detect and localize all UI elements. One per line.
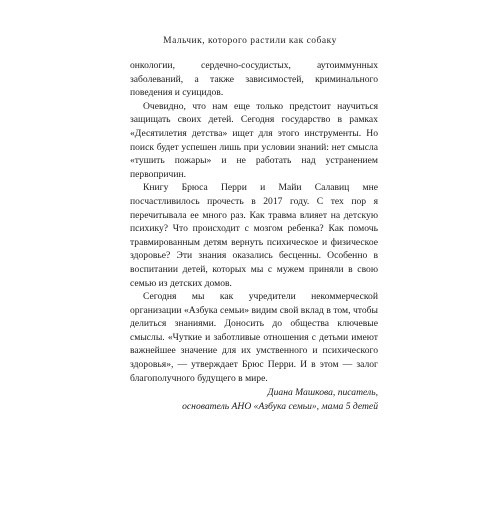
paragraph-1: онкологии, сердечно-сосудистых, аутоиммунных заболеваний, а также зависимостей, криминального поведения и суицидов. <box>130 60 378 99</box>
paragraph-3: Книгу Брюса Перри и Майи Салавиц мне посчастливилось прочесть в 2017 году. С тех пор я перечитывала ее много раз. Как травма влияет на детскую психику? Что происходит с мозгом ребенка? Как помочь травмированным детям вернуть психическое и физическое здоровье? Эти знания оказались бесценны. Особенно в воспитании детей, которых мы с мужем приняли в свою семью из детских домов. <box>130 182 378 289</box>
signature-title: основатель АНО «Азбука семьи», мама 5 детей <box>182 400 378 412</box>
author-signature <box>130 386 378 413</box>
paragraph-4: Сегодня мы как учредители некоммерческой организации «Азбука семьи» видим свой вклад в том, чтобы делиться знаниями. Доносить до общества ключевые смыслы. «Чуткие и заботливые отношения с детьми имеют важнейшее значение для их умственного и психического здоровья», — утверждает Брюс Перри. И в этом — залог благополучного будущего в мире. <box>130 291 378 384</box>
signature-name: Диана Машкова, писатель, <box>267 387 378 399</box>
paragraph-2: Очевидно, что нам еще только предстоит научиться защищать своих детей. Сегодня государство в рамках «Десятилетия детства» ищет для этого инструменты. Но поиск будет успешен лишь при условии знаний: нет смысла «тушить пожары» и не работать над устранением первопричин. <box>130 100 378 180</box>
running-head: Мальчик, которого растили как собаку <box>163 36 337 46</box>
main-text <box>130 59 378 413</box>
